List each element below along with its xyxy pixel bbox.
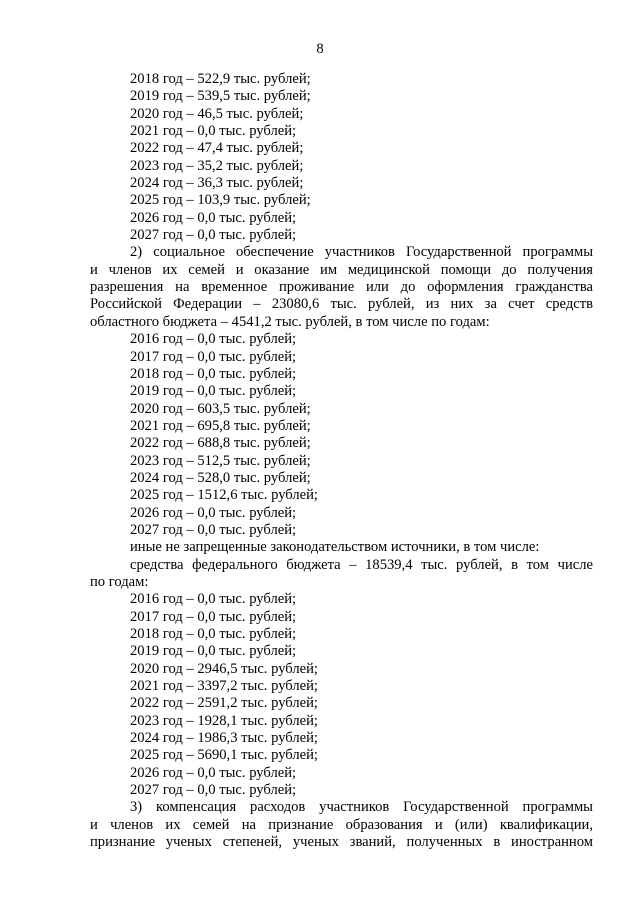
- paragraph-line: разрешения на временное проживание или до оформления гражданства: [90, 279, 593, 296]
- year-amount-line: 2025 год – 103,9 тыс. рублей;: [130, 192, 311, 209]
- year-amount-line: 2026 год – 0,0 тыс. рублей;: [130, 209, 297, 226]
- year-amount-line: 2025 год – 1512,6 тыс. рублей;: [130, 487, 318, 504]
- year-amount-line: 2019 год – 539,5 тыс. рублей;: [130, 88, 311, 105]
- year-amount-line: 2022 год – 688,8 тыс. рублей;: [130, 435, 311, 452]
- year-amount-line: 2017 год – 0,0 тыс. рублей;: [130, 348, 297, 365]
- year-amount-line: 2021 год – 3397,2 тыс. рублей;: [130, 678, 318, 695]
- year-amount-line: 2027 год – 0,0 тыс. рублей;: [130, 782, 297, 799]
- year-amount-line: 2019 год – 0,0 тыс. рублей;: [130, 643, 297, 660]
- year-amount-line: 2027 год – 0,0 тыс. рублей;: [130, 521, 297, 538]
- year-amount-line: 2016 год – 0,0 тыс. рублей;: [130, 331, 297, 348]
- year-amount-line: 2024 год – 1986,3 тыс. рублей;: [130, 730, 318, 747]
- year-amount-line: 2020 год – 603,5 тыс. рублей;: [130, 400, 311, 417]
- year-amount-line: 2018 год – 0,0 тыс. рублей;: [130, 365, 297, 382]
- year-amount-line: 2023 год – 1928,1 тыс. рублей;: [130, 712, 318, 729]
- year-amount-line: 2021 год – 695,8 тыс. рублей;: [130, 417, 311, 434]
- document-body: [90, 71, 593, 851]
- year-amount-line: 2027 год – 0,0 тыс. рублей;: [130, 227, 297, 244]
- paragraph-line: средства федерального бюджета – 18539,4 тыс. рублей, в том числе: [130, 556, 593, 573]
- year-amount-line: 2022 год – 2591,2 тыс. рублей;: [130, 695, 318, 712]
- year-amount-line: 2020 год – 2946,5 тыс. рублей;: [130, 660, 318, 677]
- year-amount-line: 2024 год – 36,3 тыс. рублей;: [130, 175, 304, 192]
- year-amount-line: 2018 год – 522,9 тыс. рублей;: [130, 71, 311, 87]
- paragraph-line: и членов их семей на признание образования и (или) квалификации,: [90, 816, 593, 833]
- year-amount-line: 2021 год – 0,0 тыс. рублей;: [130, 123, 297, 140]
- year-amount-line: 2020 год – 46,5 тыс. рублей;: [130, 105, 304, 122]
- paragraph-line: Российской Федерации – 23080,6 тыс. рублей, из них за счет средств: [90, 296, 593, 313]
- paragraph-line: 2) социальное обеспечение участников Государственной программы: [130, 244, 593, 261]
- year-amount-line: 2026 год – 0,0 тыс. рублей;: [130, 764, 297, 781]
- paragraph-line: признание ученых степеней, ученых званий, полученных в иностранном: [90, 834, 593, 851]
- page-number: 8: [316, 41, 324, 57]
- paragraph-line: областного бюджета – 4541,2 тыс. рублей, в том числе по годам:: [90, 313, 490, 330]
- year-amount-line: 2016 год – 0,0 тыс. рублей;: [130, 591, 297, 608]
- year-amount-line: 2019 год – 0,0 тыс. рублей;: [130, 383, 297, 400]
- paragraph-line: и членов их семей и оказание им медицинской помощи до получения: [90, 261, 593, 278]
- year-amount-line: 2023 год – 35,2 тыс. рублей;: [130, 157, 304, 174]
- paragraph-line: 3) компенсация расходов участников Государственной программы: [130, 799, 593, 816]
- year-amount-line: 2017 год – 0,0 тыс. рублей;: [130, 608, 297, 625]
- year-amount-line: 2026 год – 0,0 тыс. рублей;: [130, 504, 297, 521]
- year-amount-line: 2018 год – 0,0 тыс. рублей;: [130, 626, 297, 642]
- year-amount-line: 2023 год – 512,5 тыс. рублей;: [130, 452, 311, 469]
- paragraph-line: по годам:: [90, 573, 149, 590]
- year-amount-line: 2022 год – 47,4 тыс. рублей;: [130, 140, 304, 157]
- year-amount-line: 2025 год – 5690,1 тыс. рублей;: [130, 747, 318, 764]
- year-amount-line: 2024 год – 528,0 тыс. рублей;: [130, 469, 311, 486]
- other-sources-line: иные не запрещенные законодательством источники, в том числе:: [130, 539, 540, 556]
